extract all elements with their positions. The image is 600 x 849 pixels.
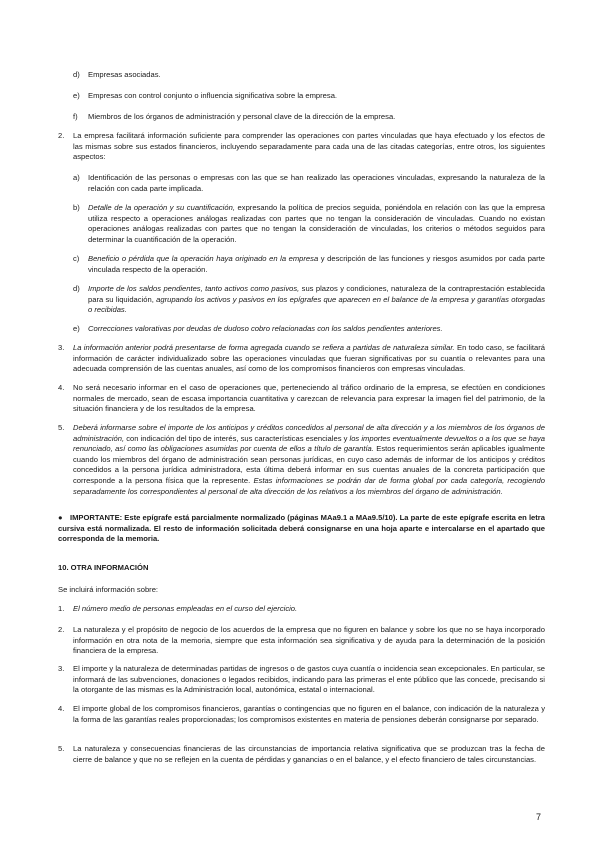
italic-text: Estas informaciones se podrán dar de forma global por cada categoría, recogiendo separadamente los correspondientes al personal de alta dirección de los relativos a los miembros del órgano de administración.	[73, 475, 545, 496]
plain-text: En todo caso, se facilitará información de carácter individualizado sobre las operaciones vinculadas que fueran significativas por su cuantía o relevantes para una adecuada comprensión de las cuentas anuales, así como de los compromisos financieros con empresas vinculadas.	[73, 343, 545, 374]
list-item	[88, 284, 545, 316]
italic-text: Importe de los saldos pendientes, tanto activos como pasivos,	[88, 284, 300, 293]
paragraph	[73, 343, 545, 375]
list-label: d)	[73, 284, 80, 293]
list-label: b)	[73, 203, 80, 212]
list-label: f)	[73, 112, 78, 121]
paragraph	[73, 423, 545, 497]
italic-text: Detalle de la operación y su cuantificación,	[88, 203, 235, 212]
list-label: c)	[73, 254, 80, 263]
list-label: e)	[73, 324, 80, 333]
item-number: 4.	[58, 383, 65, 392]
paragraph: No será necesario informar en el caso de operaciones que, perteneciendo al tráfico ordinario de la empresa, se efectúen en condiciones normales de mercado, sean de escasa importancia cuantitativa y carezcan de relevancia para expresar la imagen fiel del patrimonio, de la situación financiera y de los resultados de la empresa.	[73, 383, 545, 414]
paragraph: La naturaleza y el propósito de negocio de los acuerdos de la empresa que no figuren en balance y sobre los que no se haya incorporado información en otra nota de la memoria, siempre que esta información sea significativa y de ayuda para la determinación de la posición financiera de la empresa.	[73, 625, 545, 656]
list-label: e)	[73, 91, 80, 100]
item-number: 3.	[58, 664, 65, 673]
plain-text: expresando la política de precios seguida, poniéndola en relación con las que la empresa utiliza respecto a operaciones análogas realizadas con partes que no tengan la consideración de vinculadas. Cuando no existan operaciones análogas realizadas con partes que no tengan la consideración de vinculadas, los criterios o métodos seguidos para determinar la cuantificación de la operación.	[88, 203, 545, 244]
item-number: 5.	[58, 744, 65, 753]
italic-text: Beneficio o pérdida que la operación haya originado en la empresa	[88, 254, 319, 263]
item-number: 5.	[58, 423, 65, 432]
item-number: 3.	[58, 343, 65, 352]
list-item: Empresas con control conjunto o influencia significativa sobre la empresa.	[88, 91, 338, 100]
page-number: 7	[536, 812, 542, 822]
italic-text: Deberá informarse sobre el importe de los anticipos y créditos concedidos al personal de alta dirección y a los miembros de los órganos de administración,	[73, 423, 545, 443]
list-item	[88, 254, 545, 275]
paragraph: La naturaleza y consecuencias financieras de las circunstancias de importancia relativa significativa que se produzcan tras la fecha de cierre de balance y que no se reflejen en la cuenta de pérdidas y ganancias o en el balance, y el efecto financiero de tales circunstancias.	[73, 744, 545, 764]
italic-text: agrupando los activos y pasivos en los epígrafes que aparecen en el balance de la empresa y garantías otorgadas o recibidas.	[88, 294, 546, 315]
bullet-icon: ●	[58, 513, 63, 522]
list-item: Empresas asociadas.	[88, 70, 161, 79]
item-number: 2.	[58, 131, 65, 140]
important-note: IMPORTANTE: Este epígrafe está parcialmente normalizado (páginas MAa9.1 a MAa9.5/10). La parte de este epígrafe escrita en letra cursiva está normalizada. El resto de información solicitada deberá consignarse en una hoja aparte e intercalarse en el apartado que corresponda de la memoria.	[58, 513, 545, 544]
paragraph: El número medio de personas empleadas en el curso del ejercicio.	[73, 604, 298, 613]
list-label: a)	[73, 173, 80, 182]
item-number: 4.	[58, 704, 65, 713]
paragraph: La empresa facilitará información suficiente para comprender las operaciones con partes vinculadas que haya efectuado y los efectos de las mismas sobre sus estados financieros, incluyendo separadamente para cada una de las citadas categorías, entre otros, los siguientes aspectos:	[73, 131, 545, 162]
item-number: 2.	[58, 625, 65, 634]
list-item: Correcciones valorativas por deudas de dudoso cobro relacionadas con los saldos pendientes anteriores.	[88, 324, 443, 333]
item-number: 1.	[58, 604, 65, 613]
paragraph: El importe y la naturaleza de determinadas partidas de ingresos o de gastos cuya cuantía o incidencia sean excepcionales. En particular, se informará de las subvenciones, donaciones o legados recibidos, indicando para las primeras el ente público que las concede, precisando si la otorgante de las mismas es la Administración local, autonómica, estatal o internacional.	[73, 664, 545, 695]
paragraph: El importe global de los compromisos financieros, garantías o contingencias que no figuren en el balance, con indicación de la naturaleza y la forma de las garantías reales proporcionadas; los compromisos existentes en materia de pensiones deberán consignarse por separado.	[73, 704, 545, 724]
plain-text: y descripción de las funciones y riesgos asumidos por cada parte vinculada respecto de la operación.	[88, 254, 546, 274]
plain-text: con indicación del tipo de interés, sus características esenciales y	[124, 433, 348, 443]
list-item	[88, 203, 545, 245]
italic-text: los importes eventualmente devueltos o a los que se haya renunciado, así como las obligaciones asumidas por cuenta de ellos a título de garantía.	[73, 433, 545, 454]
plain-text: Estos requerimientos serán aplicables igualmente cuando los miembros del órgano de administración sean personas jurídicas, en cuyo caso además de informar de los anticipos y créditos concedidos a la persona jurídica administradora, esta última deberá informar en sus cuentas anuales de la concreta participación que corresponde a la persona física que la represente.	[73, 444, 545, 485]
section-heading: 10. OTRA INFORMACIÓN	[58, 563, 149, 572]
plain-text: sus plazos y condiciones, naturaleza de la contraprestación establecida para su liquidación,	[88, 284, 545, 304]
list-item: Identificación de las personas o empresas con las que se han realizado las operaciones vinculadas, expresando la naturaleza de la relación con cada parte implicada.	[88, 173, 545, 193]
list-label: d)	[73, 70, 80, 79]
section-intro: Se incluirá información sobre:	[58, 585, 159, 594]
list-item: Miembros de los órganos de administración y personal clave de la dirección de la empresa.	[88, 112, 396, 121]
italic-text: La información anterior podrá presentarse de forma agregada cuando se refiera a partidas de naturaleza similar.	[73, 343, 455, 352]
